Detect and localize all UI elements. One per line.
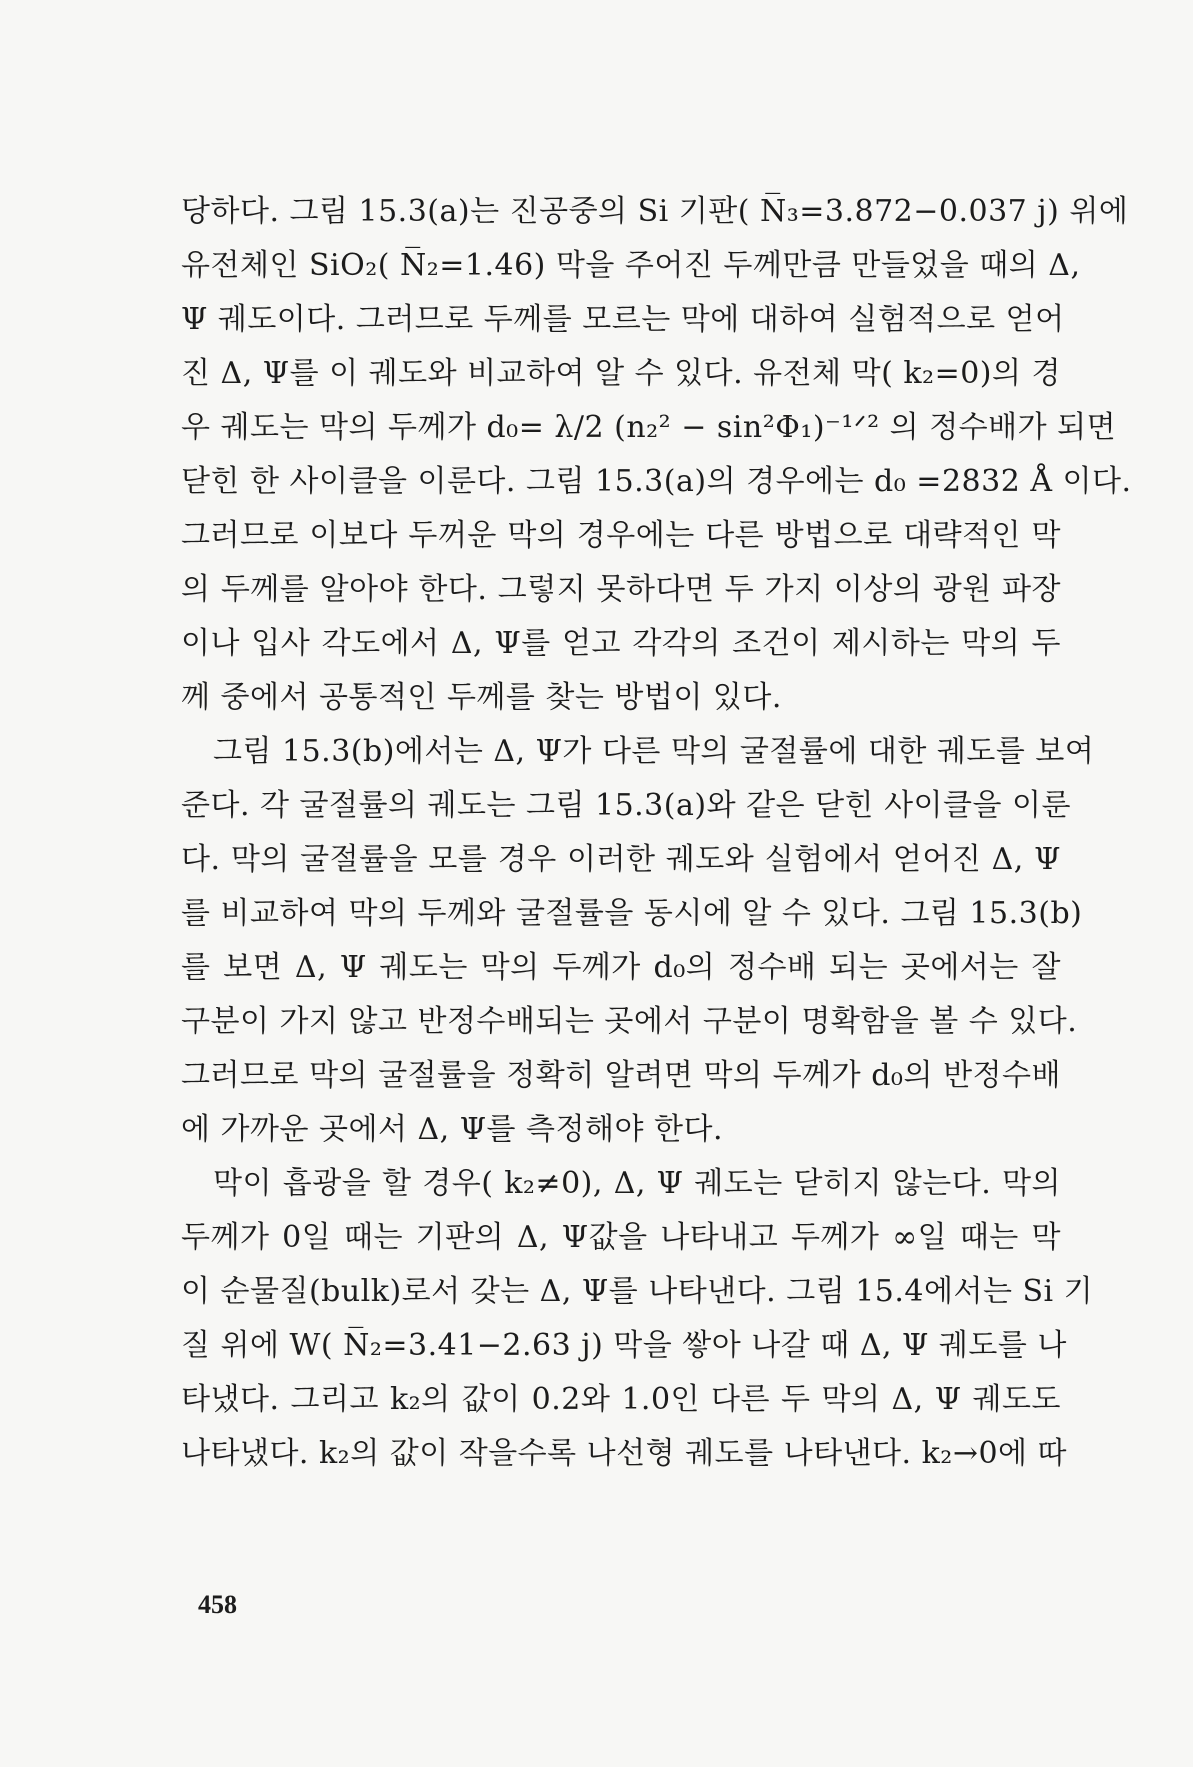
- text-line: 에 가까운 곳에서 Δ, Ψ를 측정해야 한다.: [181, 1112, 723, 1147]
- text-line: 를 비교하여 막의 두께와 굴절률을 동시에 알 수 있다. 그림 15.3(b): [181, 896, 1083, 931]
- text-line: 준다. 각 굴절률의 궤도는 그림 15.3(a)와 같은 닫힌 사이클을 이룬: [181, 788, 1071, 823]
- text-line: 의 두께를 알아야 한다. 그렇지 못하다면 두 가지 이상의 광원 파장: [181, 572, 1061, 607]
- text-line: 그림 15.3(b)에서는 Δ, Ψ가 다른 막의 굴절률에 대한 궤도를 보여: [213, 734, 1095, 769]
- text-line: 유전체인 SiO₂( N̅₂=1.46) 막을 주어진 두께만큼 만들었을 때의 Δ,: [181, 248, 1081, 283]
- text-line: 이나 입사 각도에서 Δ, Ψ를 얻고 각각의 조건이 제시하는 막의 두: [181, 626, 1061, 661]
- page-number: 458: [198, 1590, 237, 1619]
- text-line: 타냈다. 그리고 k₂의 값이 0.2와 1.0인 다른 두 막의 Δ, Ψ 궤도도: [181, 1382, 1061, 1417]
- text-line: 께 중에서 공통적인 두께를 찾는 방법이 있다.: [181, 680, 782, 715]
- text-line: 그러므로 막의 굴절률을 정확히 알려면 막의 두께가 d₀의 반정수배: [181, 1058, 1061, 1093]
- paragraph-3: [181, 1157, 1094, 1481]
- paragraph-2: [181, 725, 1095, 1157]
- text-line: 질 위에 W( N̅₂=3.41−2.63 j) 막을 쌓아 나갈 때 Δ, Ψ 궤도를 나: [181, 1328, 1067, 1363]
- text-line: 당하다. 그림 15.3(a)는 진공중의 Si 기판( N̅₃=3.872−0.037 j) 위에: [181, 194, 1129, 229]
- text-line: 진 Δ, Ψ를 이 궤도와 비교하여 알 수 있다. 유전체 막( k₂=0)의 경: [181, 356, 1061, 391]
- text-line: 를 보면 Δ, Ψ 궤도는 막의 두께가 d₀의 정수배 되는 곳에서는 잘: [181, 950, 1061, 985]
- text-line: 그러므로 이보다 두꺼운 막의 경우에는 다른 방법으로 대략적인 막: [181, 518, 1061, 553]
- text-line-equation: 우 궤도는 막의 두께가 d₀= λ/2 (n₂² − sin²Φ₁)⁻¹ᐟ² 의 정수배가 되면: [181, 410, 1117, 445]
- text-line: 구분이 가지 않고 반정수배되는 곳에서 구분이 명확함을 볼 수 있다.: [181, 1004, 1078, 1039]
- text-line: 이 순물질(bulk)로서 갖는 Δ, Ψ를 나타낸다. 그림 15.4에서는 Si 기: [181, 1274, 1094, 1309]
- text-line: Ψ 궤도이다. 그러므로 두께를 모르는 막에 대하여 실험적으로 얻어: [181, 302, 1065, 337]
- text-line: 닫힌 한 사이클을 이룬다. 그림 15.3(a)의 경우에는 d₀ =2832 Å 이다.: [181, 464, 1132, 499]
- text-line: 막이 흡광을 할 경우( k₂≠0), Δ, Ψ 궤도는 닫히지 않는다. 막의: [213, 1166, 1061, 1201]
- text-line: 나타냈다. k₂의 값이 작을수록 나선형 궤도를 나타낸다. k₂→0에 따: [181, 1436, 1068, 1471]
- body-text: [181, 185, 1132, 1481]
- paragraph-1: [181, 185, 1132, 725]
- text-line: 두께가 0일 때는 기판의 Δ, Ψ값을 나타내고 두께가 ∞일 때는 막: [181, 1220, 1061, 1255]
- text-line: 다. 막의 굴절률을 모를 경우 이러한 궤도와 실험에서 얻어진 Δ, Ψ: [181, 842, 1061, 877]
